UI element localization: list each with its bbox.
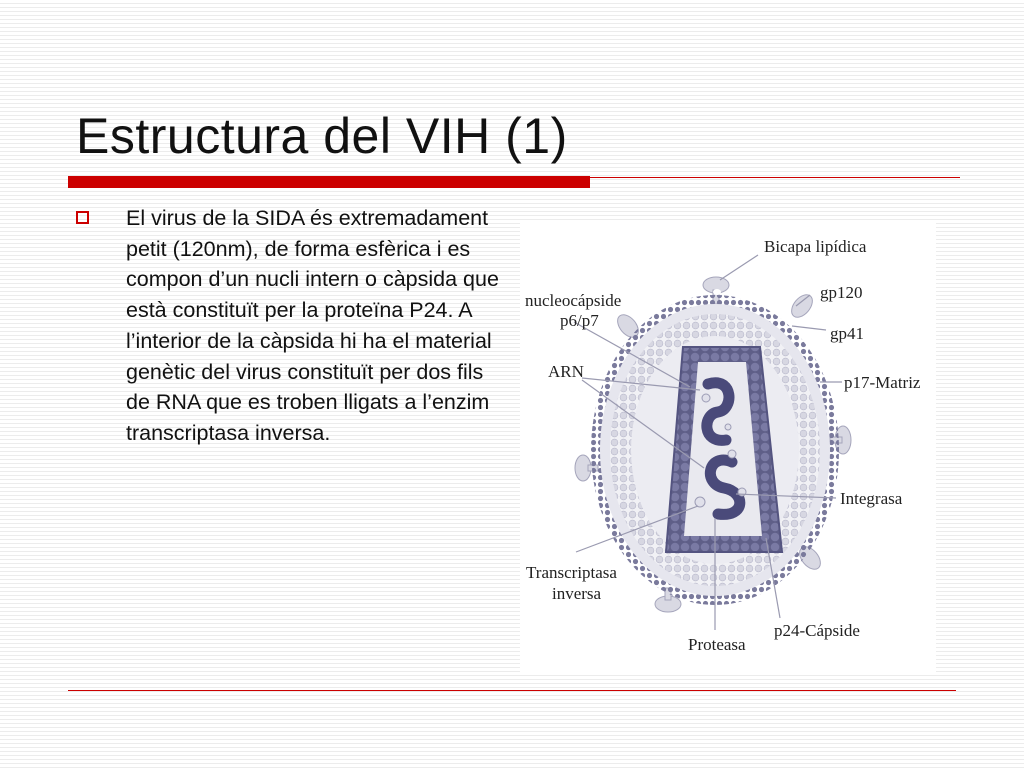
label-proteasa: Proteasa <box>688 635 746 654</box>
label-p24: p24-Cápside <box>774 621 860 640</box>
label-nucleocapside: nucleocápside <box>525 291 622 310</box>
title-underline-red <box>68 176 590 188</box>
label-p6p7: p6/p7 <box>560 311 599 330</box>
footer-rule <box>68 690 956 691</box>
label-gp41: gp41 <box>830 324 864 343</box>
label-matriz: p17-Matriz <box>844 373 921 392</box>
label-transcriptasa-2: inversa <box>552 584 602 603</box>
bullet-text: El virus de la SIDA és extremadament petit (120nm), de forma esfèrica i es compon d’un nucli intern o càpsida que està constituït per la proteïna P24. A l’interior de la càpsida hi ha el material genètic del virus constituït per dos fils de RNA que es troben lligats a l’enzim transcriptasa inversa. <box>126 206 499 445</box>
slide-title: Estructura del VIH (1) <box>76 108 568 164</box>
title-underline-thin <box>590 177 960 178</box>
label-transcriptasa-1: Transcriptasa <box>526 563 617 582</box>
square-bullet-icon <box>76 211 89 224</box>
label-integrasa: Integrasa <box>840 489 903 508</box>
label-bicapa: Bicapa lipídica <box>764 237 867 256</box>
label-arn: ARN <box>548 362 584 381</box>
label-gp120: gp120 <box>820 283 863 302</box>
hiv-structure-diagram <box>520 222 936 674</box>
hiv-diagram-svg <box>520 222 936 674</box>
